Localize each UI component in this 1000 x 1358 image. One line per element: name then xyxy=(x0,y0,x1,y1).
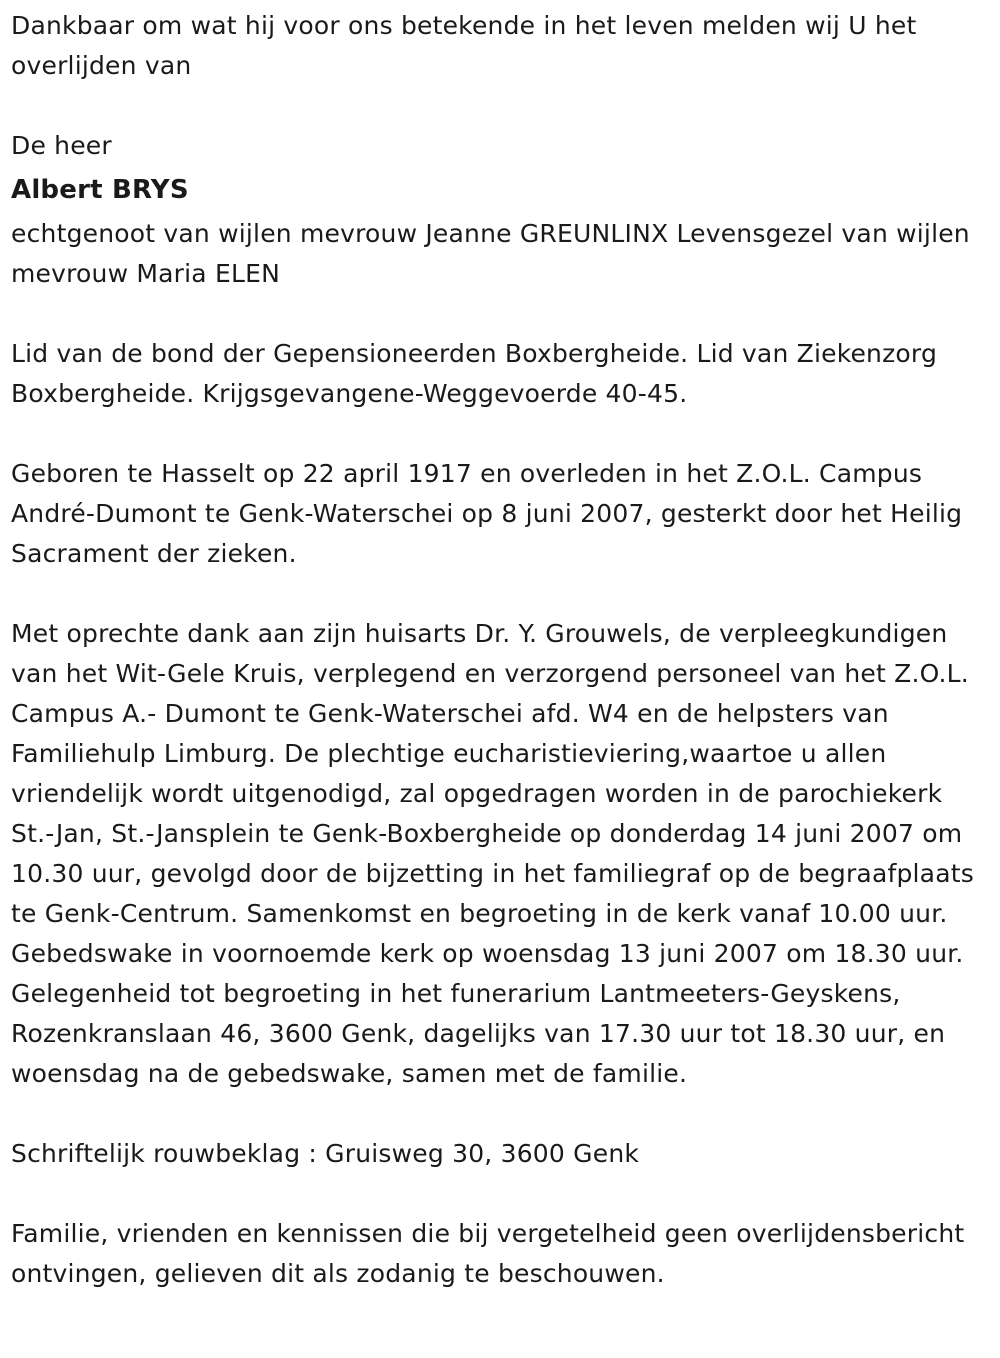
closing-paragraph: Familie, vrienden en kennissen die bij vergetelheid geen overlijdensbericht ontvingen, gelieven dit als zodanig te beschouwen. xyxy=(11,1219,965,1288)
condolence-address: Schriftelijk rouwbeklag : Gruisweg 30, 3600 Genk xyxy=(11,1139,640,1168)
thanks-service-paragraph: Met oprechte dank aan zijn huisarts Dr. Y. Grouwels, de verpleegkundigen van het Wit-Gele Kruis, verplegend en verzorgend personeel van het Z.O.L. Campus A.- Dumont te Genk-Waterschei afd. W4 en de helpsters van Familiehulp Limburg. De plechtige eucharistieviering,waartoe u allen vriendelijk wordt uitgenodigd, zal opgedragen worden in de parochiekerk St.-Jan, St.-Jansplein te Genk-Boxbergheide op donderdag 14 juni 2007 om 10.30 uur, gevolgd door de bijzetting in het familiegraf op de begraafplaats te Genk-Centrum. Samenkomst en begroeting in de kerk vanaf 10.00 uur. Gebedswake in voornoemde kerk op woensdag 13 juni 2007 om 18.30 uur. Gelegenheid tot begroeting in het funerarium Lantmeeters-Geyskens, Rozenkranslaan 46, 3600 Genk, dagelijks van 17.30 uur tot 18.30 uur, en woensdag na de gebedswake, samen met de familie. xyxy=(11,619,974,1088)
spacer xyxy=(11,414,988,454)
memberships-paragraph: Lid van de bond der Gepensioneerden Boxbergheide. Lid van Ziekenzorg Boxbergheide. Krijgsgevangene-Weggevoerde 40-45. xyxy=(11,339,938,408)
spacer xyxy=(11,1094,988,1134)
spacer xyxy=(11,1174,988,1214)
deceased-name: Albert BRYS xyxy=(11,175,189,205)
spacer xyxy=(11,294,988,334)
birth-death-paragraph: Geboren te Hasselt op 22 april 1917 en overleden in het Z.O.L. Campus André-Dumont te Genk-Waterschei op 8 juni 2007, gesterkt door het Heilig Sacrament der zieken. xyxy=(11,459,963,568)
spouse-paragraph: echtgenoot van wijlen mevrouw Jeanne GREUNLINX Levensgezel van wijlen mevrouw Maria ELEN xyxy=(11,219,970,288)
intro-paragraph: Dankbaar om wat hij voor ons betekende in het leven melden wij U het overlijden van xyxy=(11,11,917,80)
spacer xyxy=(11,574,988,614)
spacer xyxy=(11,86,988,126)
salutation: De heer xyxy=(11,131,112,160)
